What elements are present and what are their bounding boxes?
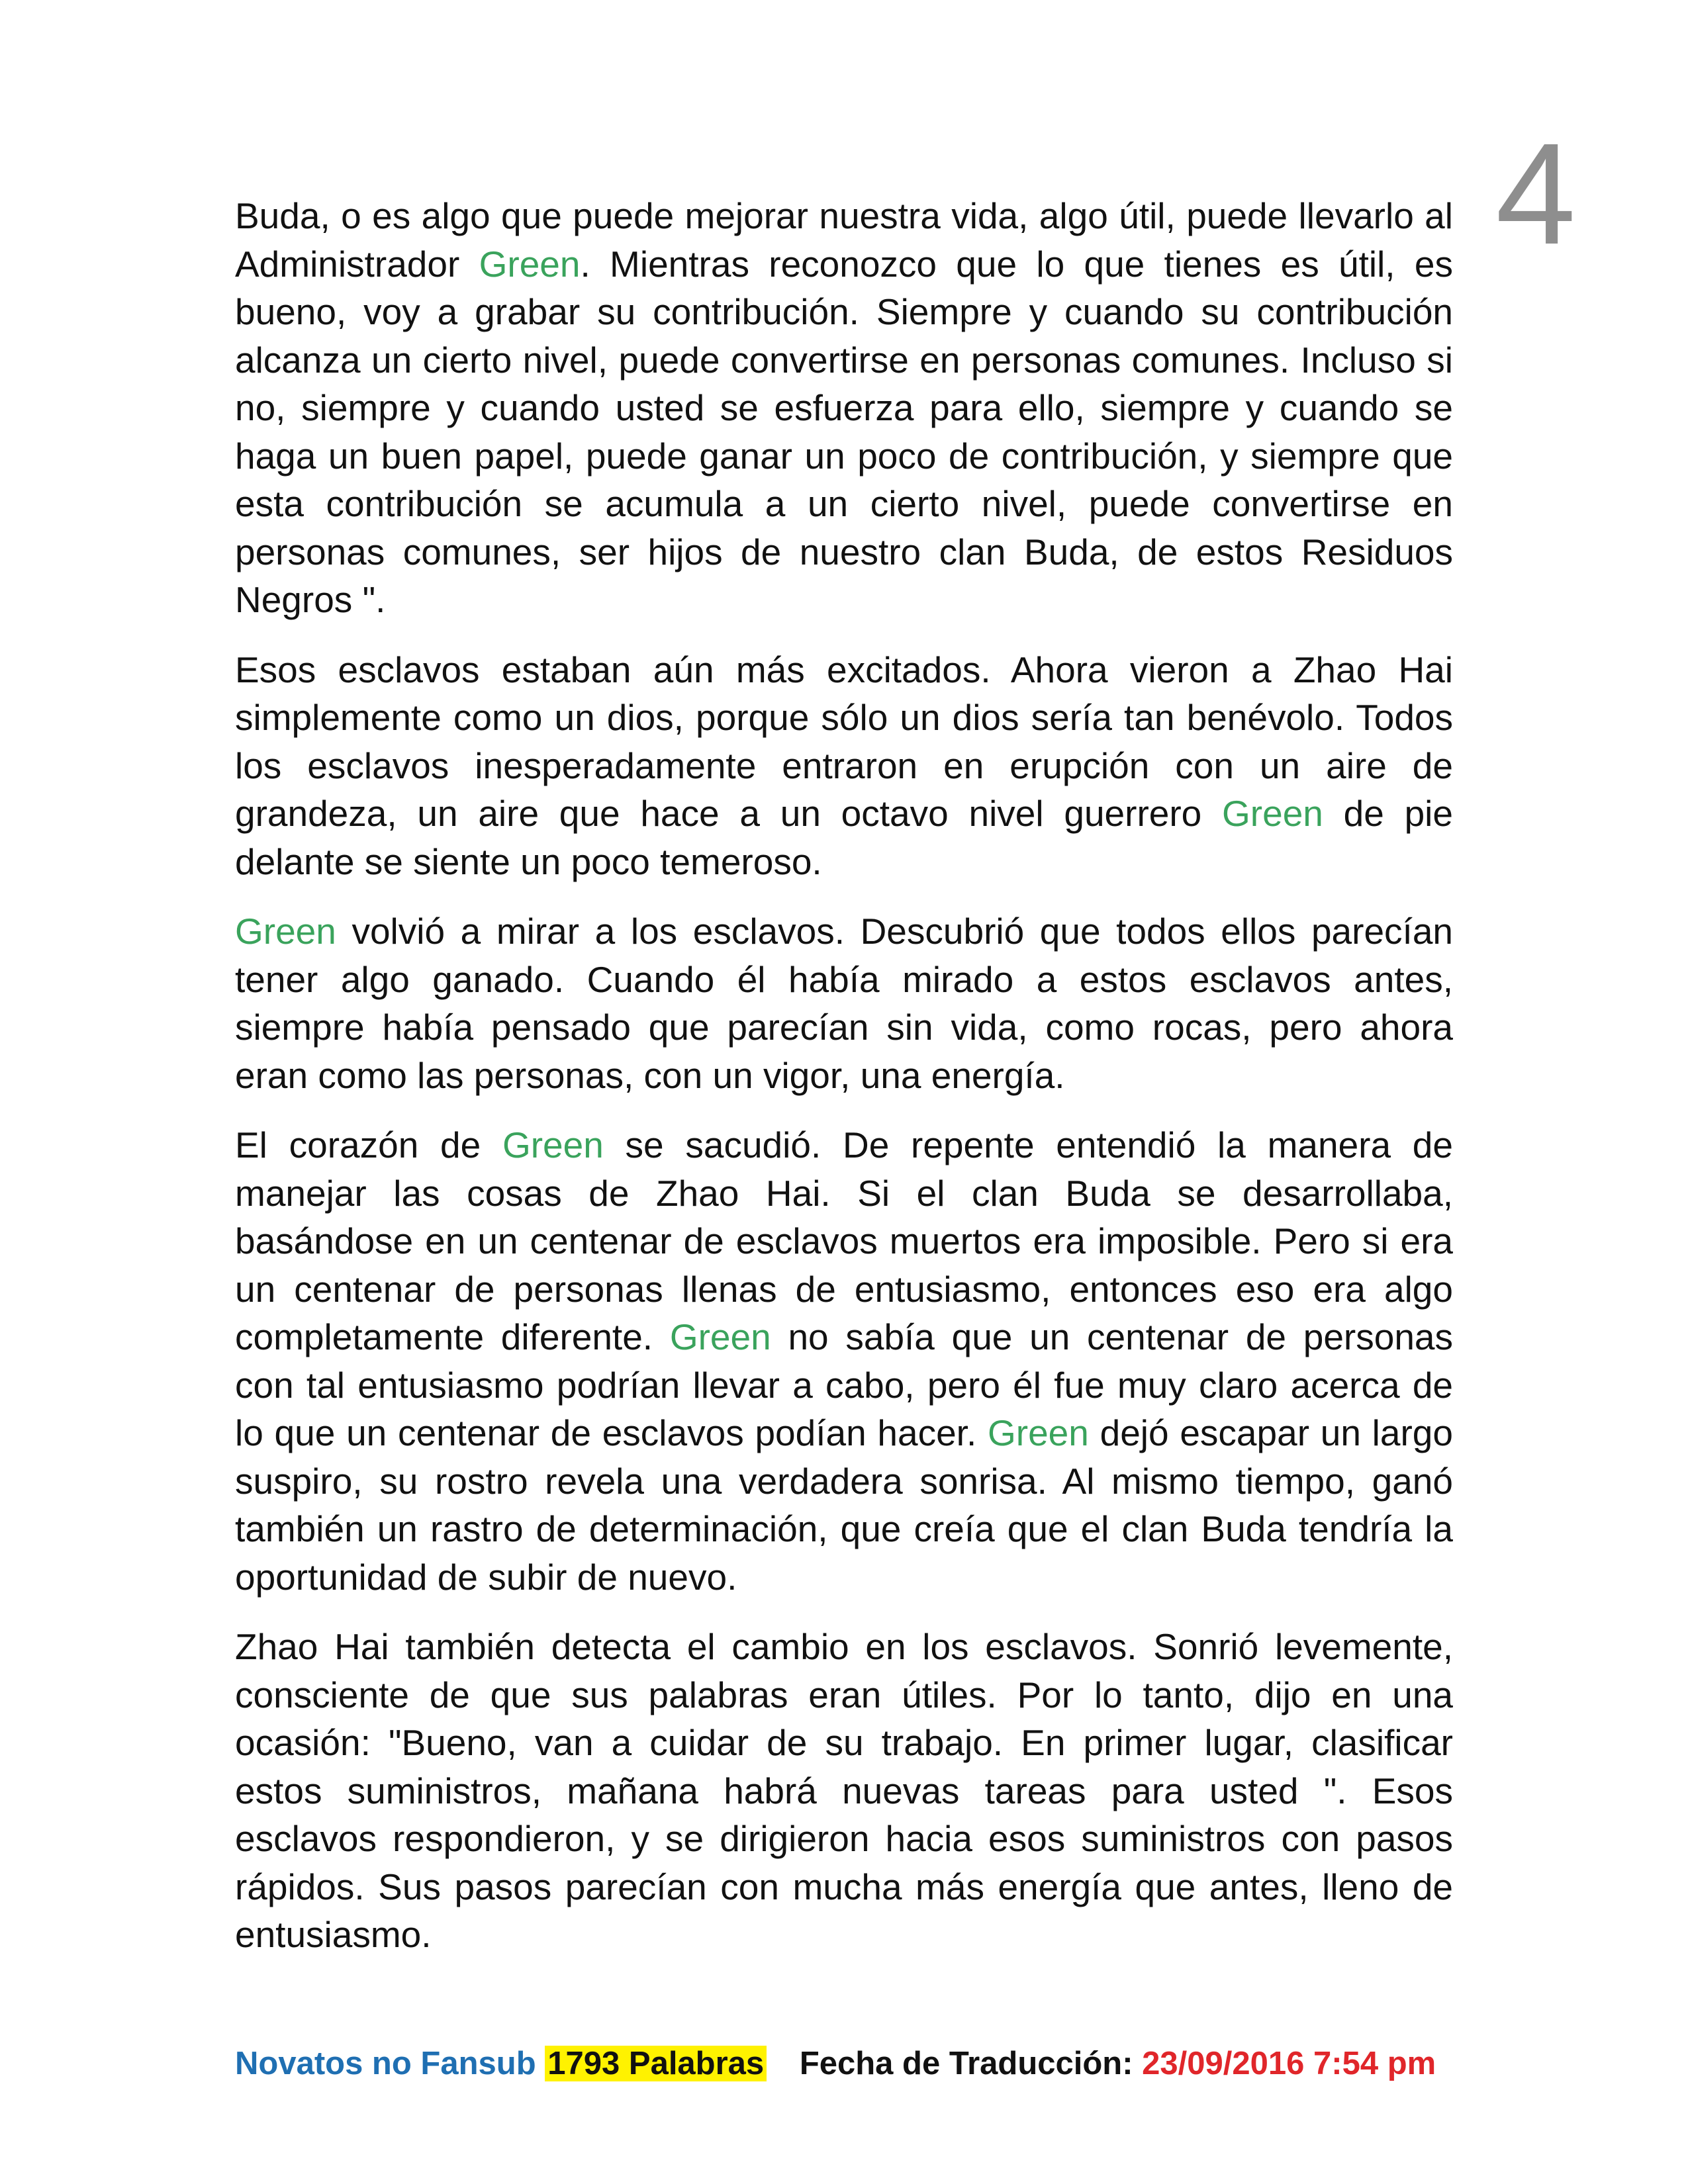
- paragraph-text-run: se sacudió. De repente entendió la manera de manejar las cosas de Zhao Hai. Si el clan Buda se desarrollaba, basándose en un centenar de esclavos muertos era imposible. Pero si era un centenar de personas llenas de entusiasmo, entonces eso era algo completamente diferente.: [235, 1124, 1453, 1357]
- paragraph-text-run: Esos esclavos estaban aún más excitados. Ahora vieron a Zhao Hai simplemente como un dios, porque sólo un dios sería tan benévolo. Todos los esclavos inesperadamente entraron en erupción con un aire de grandeza, un aire que hace a un octavo nivel guerrero: [235, 649, 1453, 834]
- document-body: [235, 192, 1453, 1981]
- character-name-green: Green: [479, 243, 581, 285]
- footer: [235, 2042, 1453, 2085]
- character-name-green: Green: [502, 1124, 604, 1165]
- character-name-green: Green: [669, 1316, 771, 1357]
- footer-word-count: 1793 Palabras: [545, 2046, 767, 2081]
- character-name-green: Green: [987, 1412, 1089, 1453]
- paragraph-text-run: Zhao Hai también detecta el cambio en los esclavos. Sonrió levemente, consciente de que sus palabras eran útiles. Por lo tanto, dijo en una ocasión: "Bueno, van a cuidar de su trabajo. En primer lugar, clasificar estos suministros, mañana habrá nuevas tareas para usted ". Esos esclavos respondieron, y se dirigieron hacia esos suministros con pasos rápidos. Sus pasos parecían con mucha más energía que antes, lleno de entusiasmo.: [235, 1626, 1453, 1955]
- paragraph-4: [235, 1121, 1453, 1601]
- paragraph-text-run: El corazón de: [235, 1124, 502, 1165]
- paragraph-5: [235, 1623, 1453, 1959]
- paragraph-text-run: volvió a mirar a los esclavos. Descubrió que todos ellos parecían tener algo ganado. Cuando él había mirado a estos esclavos antes, siempre había pensado que parecían sin vida, como rocas, pero ahora eran como las personas, con un vigor, una energía.: [235, 911, 1453, 1096]
- footer-date: 23/09/2016 7:54 pm: [1142, 2046, 1436, 2081]
- paragraph-3: [235, 907, 1453, 1099]
- paragraph-text-run: Buda, o es algo que puede mejorar nuestra vida, algo útil, puede llevarlo al Administrador: [235, 195, 1453, 285]
- page-number: 4: [1495, 114, 1576, 275]
- footer-date-label: Fecha de Traducción:: [799, 2046, 1133, 2081]
- character-name-green: Green: [1222, 793, 1323, 834]
- footer-group-name: Novatos no Fansub: [235, 2046, 536, 2081]
- paragraph-1: [235, 192, 1453, 624]
- paragraph-text-run: de pie delante se siente un poco temeroso.: [235, 793, 1453, 882]
- paragraph-2: [235, 646, 1453, 886]
- paragraph-text-run: . Mientras reconozco que lo que tienes es útil, es bueno, voy a grabar su contribución. Siempre y cuando su contribución alcanza un cierto nivel, puede convertirse en personas comunes. Incluso si no, siempre y cuando usted se esfuerza para ello, siempre y cuando se haga un buen papel, puede ganar un poco de contribución, y siempre que esta contribución se acumula a un cierto nivel, puede convertirse en personas comunes, ser hijos de nuestro clan Buda, de estos Residuos Negros ".: [235, 243, 1453, 620]
- character-name-green: Green: [235, 911, 336, 952]
- paragraph-text-run: no sabía que un centenar de personas con tal entusiasmo podrían llevar a cabo, pero él fue muy claro acerca de lo que un centenar de esclavos podían hacer.: [235, 1316, 1453, 1453]
- paragraph-text-run: dejó escapar un largo suspiro, su rostro revela una verdadera sonrisa. Al mismo tiempo, ganó también un rastro de determinación, que creía que el clan Buda tendría la oportunidad de subir de nuevo.: [235, 1412, 1453, 1598]
